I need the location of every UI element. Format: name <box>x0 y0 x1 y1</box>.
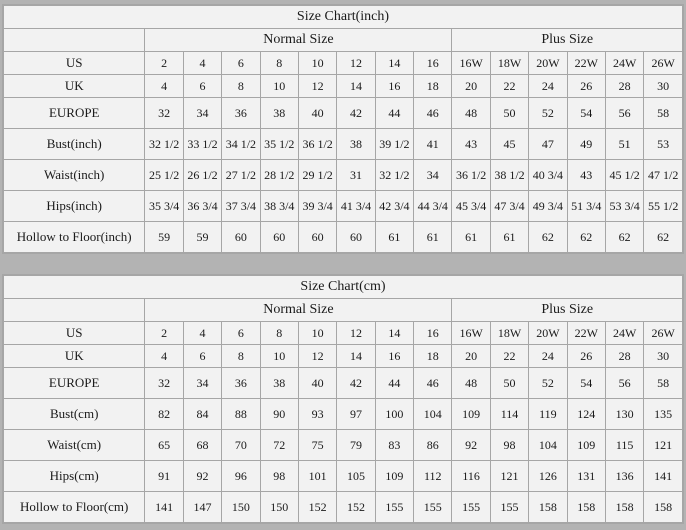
chart-title-row <box>4 276 683 299</box>
cell: 40 <box>298 368 336 399</box>
cell: 62 <box>529 222 567 253</box>
chart-spacer <box>2 261 684 267</box>
cell: 28 1/2 <box>260 160 298 191</box>
cell: 4 <box>183 52 221 75</box>
cell: 26 <box>567 345 605 368</box>
cell: 109 <box>375 461 413 492</box>
cell: 25 1/2 <box>145 160 183 191</box>
table-row <box>4 345 683 368</box>
cell: 155 <box>375 492 413 523</box>
cell: 22 <box>490 75 528 98</box>
cell: 8 <box>222 75 260 98</box>
cell: 65 <box>145 430 183 461</box>
cell: 88 <box>222 399 260 430</box>
cell: 91 <box>145 461 183 492</box>
cell: 152 <box>337 492 375 523</box>
cell: 30 <box>644 345 683 368</box>
cell: 10 <box>260 75 298 98</box>
cell: 10 <box>260 345 298 368</box>
table-row <box>4 98 683 129</box>
cell: 53 <box>644 129 683 160</box>
cell: 158 <box>644 492 683 523</box>
cell: 16W <box>452 322 490 345</box>
cell: 90 <box>260 399 298 430</box>
cell: 36 1/2 <box>452 160 490 191</box>
cell: 51 3/4 <box>567 191 605 222</box>
cell: 141 <box>644 461 683 492</box>
chart-title: Size Chart(cm) <box>4 276 683 299</box>
cell: 54 <box>567 368 605 399</box>
cell: 12 <box>298 345 336 368</box>
cell: 126 <box>529 461 567 492</box>
size-chart-cm <box>2 274 684 524</box>
cell: 92 <box>452 430 490 461</box>
row-label-uk: UK <box>4 345 145 368</box>
cell: 61 <box>414 222 452 253</box>
cell: 33 1/2 <box>183 129 221 160</box>
cell: 18W <box>490 322 528 345</box>
group-row-empty-cell <box>4 29 145 52</box>
cell: 10 <box>298 322 336 345</box>
cell: 105 <box>337 461 375 492</box>
cell: 109 <box>452 399 490 430</box>
cell: 28 <box>605 75 643 98</box>
cell: 155 <box>414 492 452 523</box>
cell: 101 <box>298 461 336 492</box>
cell: 34 <box>183 98 221 129</box>
cell: 24 <box>529 75 567 98</box>
cell: 72 <box>260 430 298 461</box>
cell: 20W <box>529 322 567 345</box>
cell: 26W <box>644 322 683 345</box>
chart-title: Size Chart(inch) <box>4 6 683 29</box>
cell: 158 <box>605 492 643 523</box>
cell: 60 <box>260 222 298 253</box>
cell: 35 1/2 <box>260 129 298 160</box>
cell: 92 <box>183 461 221 492</box>
cell: 58 <box>644 368 683 399</box>
cell: 38 1/2 <box>490 160 528 191</box>
cell: 22 <box>490 345 528 368</box>
cell: 43 <box>452 129 490 160</box>
cell: 61 <box>375 222 413 253</box>
cell: 47 3/4 <box>490 191 528 222</box>
cell: 119 <box>529 399 567 430</box>
group-plus-size: Plus Size <box>452 299 683 322</box>
cell: 20W <box>529 52 567 75</box>
cell: 83 <box>375 430 413 461</box>
cell: 32 1/2 <box>375 160 413 191</box>
cell: 61 <box>452 222 490 253</box>
cell: 93 <box>298 399 336 430</box>
cell: 41 3/4 <box>337 191 375 222</box>
cell: 109 <box>567 430 605 461</box>
table-row <box>4 191 683 222</box>
cell: 4 <box>145 75 183 98</box>
cell: 14 <box>375 322 413 345</box>
row-label-europe: EUROPE <box>4 98 145 129</box>
cell: 46 <box>414 98 452 129</box>
size-table-cm <box>3 275 683 523</box>
table-row <box>4 52 683 75</box>
cell: 18W <box>490 52 528 75</box>
cell: 45 3/4 <box>452 191 490 222</box>
size-chart-inch <box>2 4 684 254</box>
cell: 45 1/2 <box>605 160 643 191</box>
cell: 38 3/4 <box>260 191 298 222</box>
cell: 50 <box>490 98 528 129</box>
cell: 26W <box>644 52 683 75</box>
cell: 50 <box>490 368 528 399</box>
cell: 62 <box>644 222 683 253</box>
row-label-waist: Waist(cm) <box>4 430 145 461</box>
cell: 121 <box>490 461 528 492</box>
cell: 42 <box>337 98 375 129</box>
cell: 141 <box>145 492 183 523</box>
cell: 62 <box>605 222 643 253</box>
cell: 41 <box>414 129 452 160</box>
cell: 2 <box>145 322 183 345</box>
cell: 48 <box>452 368 490 399</box>
table-row <box>4 430 683 461</box>
chart-title-row <box>4 6 683 29</box>
cell: 70 <box>222 430 260 461</box>
table-row <box>4 129 683 160</box>
cell: 44 <box>375 98 413 129</box>
cell: 34 <box>183 368 221 399</box>
row-label-europe: EUROPE <box>4 368 145 399</box>
cell: 27 1/2 <box>222 160 260 191</box>
cell: 32 <box>145 368 183 399</box>
cell: 62 <box>567 222 605 253</box>
cell: 38 <box>260 98 298 129</box>
row-label-us: US <box>4 322 145 345</box>
cell: 98 <box>260 461 298 492</box>
cell: 36 <box>222 368 260 399</box>
cell: 45 <box>490 129 528 160</box>
cell: 37 3/4 <box>222 191 260 222</box>
cell: 47 <box>529 129 567 160</box>
cell: 18 <box>414 75 452 98</box>
cell: 56 <box>605 98 643 129</box>
cell: 135 <box>644 399 683 430</box>
cell: 98 <box>490 430 528 461</box>
cell: 32 1/2 <box>145 129 183 160</box>
cell: 96 <box>222 461 260 492</box>
cell: 16 <box>375 75 413 98</box>
cell: 24W <box>605 52 643 75</box>
group-normal-size: Normal Size <box>145 299 452 322</box>
cell: 28 <box>605 345 643 368</box>
cell: 30 <box>644 75 683 98</box>
cell: 52 <box>529 98 567 129</box>
cell: 84 <box>183 399 221 430</box>
cell: 34 1/2 <box>222 129 260 160</box>
cell: 16W <box>452 52 490 75</box>
table-row <box>4 461 683 492</box>
cell: 20 <box>452 75 490 98</box>
cell: 79 <box>337 430 375 461</box>
cell: 10 <box>298 52 336 75</box>
cell: 29 1/2 <box>298 160 336 191</box>
table-row <box>4 75 683 98</box>
chart-group-row <box>4 29 683 52</box>
cell: 121 <box>644 430 683 461</box>
cell: 114 <box>490 399 528 430</box>
cell: 8 <box>260 52 298 75</box>
cell: 124 <box>567 399 605 430</box>
cell: 42 <box>337 368 375 399</box>
cell: 36 1/2 <box>298 129 336 160</box>
chart-group-row <box>4 299 683 322</box>
cell: 61 <box>490 222 528 253</box>
cell: 104 <box>414 399 452 430</box>
cell: 32 <box>145 98 183 129</box>
cell: 49 3/4 <box>529 191 567 222</box>
cell: 38 <box>337 129 375 160</box>
cell: 136 <box>605 461 643 492</box>
cell: 8 <box>222 345 260 368</box>
cell: 150 <box>222 492 260 523</box>
cell: 46 <box>414 368 452 399</box>
cell: 131 <box>567 461 605 492</box>
cell: 26 <box>567 75 605 98</box>
cell: 16 <box>414 322 452 345</box>
cell: 130 <box>605 399 643 430</box>
cell: 86 <box>414 430 452 461</box>
cell: 55 1/2 <box>644 191 683 222</box>
cell: 52 <box>529 368 567 399</box>
cell: 18 <box>414 345 452 368</box>
cell: 54 <box>567 98 605 129</box>
cell: 47 1/2 <box>644 160 683 191</box>
cell: 26 1/2 <box>183 160 221 191</box>
cell: 39 1/2 <box>375 129 413 160</box>
cell: 16 <box>414 52 452 75</box>
cell: 4 <box>183 322 221 345</box>
cell: 59 <box>145 222 183 253</box>
table-row <box>4 160 683 191</box>
cell: 39 3/4 <box>298 191 336 222</box>
cell: 51 <box>605 129 643 160</box>
row-label-waist: Waist(inch) <box>4 160 145 191</box>
cell: 152 <box>298 492 336 523</box>
cell: 56 <box>605 368 643 399</box>
cell: 82 <box>145 399 183 430</box>
row-label-bust: Bust(cm) <box>4 399 145 430</box>
cell: 35 3/4 <box>145 191 183 222</box>
cell: 20 <box>452 345 490 368</box>
cell: 34 <box>414 160 452 191</box>
cell: 6 <box>222 322 260 345</box>
cell: 14 <box>337 345 375 368</box>
row-label-hollow-to-floor: Hollow to Floor(inch) <box>4 222 145 253</box>
group-plus-size: Plus Size <box>452 29 683 52</box>
group-normal-size: Normal Size <box>145 29 452 52</box>
cell: 60 <box>337 222 375 253</box>
table-row <box>4 222 683 253</box>
cell: 68 <box>183 430 221 461</box>
cell: 150 <box>260 492 298 523</box>
cell: 49 <box>567 129 605 160</box>
row-label-us: US <box>4 52 145 75</box>
row-label-bust: Bust(inch) <box>4 129 145 160</box>
cell: 60 <box>222 222 260 253</box>
cell: 12 <box>337 322 375 345</box>
cell: 75 <box>298 430 336 461</box>
cell: 36 3/4 <box>183 191 221 222</box>
cell: 31 <box>337 160 375 191</box>
table-row <box>4 368 683 399</box>
cell: 104 <box>529 430 567 461</box>
table-row <box>4 399 683 430</box>
row-label-uk: UK <box>4 75 145 98</box>
cell: 44 <box>375 368 413 399</box>
cell: 24 <box>529 345 567 368</box>
group-row-empty-cell <box>4 299 145 322</box>
cell: 12 <box>337 52 375 75</box>
cell: 24W <box>605 322 643 345</box>
cell: 42 3/4 <box>375 191 413 222</box>
cell: 48 <box>452 98 490 129</box>
table-row <box>4 492 683 523</box>
cell: 60 <box>298 222 336 253</box>
row-label-hips: Hips(inch) <box>4 191 145 222</box>
size-table-inch <box>3 5 683 253</box>
cell: 6 <box>183 345 221 368</box>
cell: 6 <box>222 52 260 75</box>
row-label-hips: Hips(cm) <box>4 461 145 492</box>
cell: 115 <box>605 430 643 461</box>
cell: 59 <box>183 222 221 253</box>
cell: 112 <box>414 461 452 492</box>
cell: 22W <box>567 322 605 345</box>
cell: 6 <box>183 75 221 98</box>
cell: 36 <box>222 98 260 129</box>
cell: 12 <box>298 75 336 98</box>
cell: 40 3/4 <box>529 160 567 191</box>
table-row <box>4 322 683 345</box>
cell: 44 3/4 <box>414 191 452 222</box>
cell: 147 <box>183 492 221 523</box>
cell: 43 <box>567 160 605 191</box>
cell: 14 <box>337 75 375 98</box>
cell: 97 <box>337 399 375 430</box>
cell: 22W <box>567 52 605 75</box>
cell: 2 <box>145 52 183 75</box>
cell: 38 <box>260 368 298 399</box>
row-label-hollow-to-floor: Hollow to Floor(cm) <box>4 492 145 523</box>
cell: 58 <box>644 98 683 129</box>
cell: 158 <box>567 492 605 523</box>
cell: 116 <box>452 461 490 492</box>
cell: 14 <box>375 52 413 75</box>
cell: 40 <box>298 98 336 129</box>
cell: 158 <box>529 492 567 523</box>
cell: 53 3/4 <box>605 191 643 222</box>
cell: 100 <box>375 399 413 430</box>
cell: 8 <box>260 322 298 345</box>
cell: 155 <box>490 492 528 523</box>
cell: 155 <box>452 492 490 523</box>
cell: 16 <box>375 345 413 368</box>
cell: 4 <box>145 345 183 368</box>
